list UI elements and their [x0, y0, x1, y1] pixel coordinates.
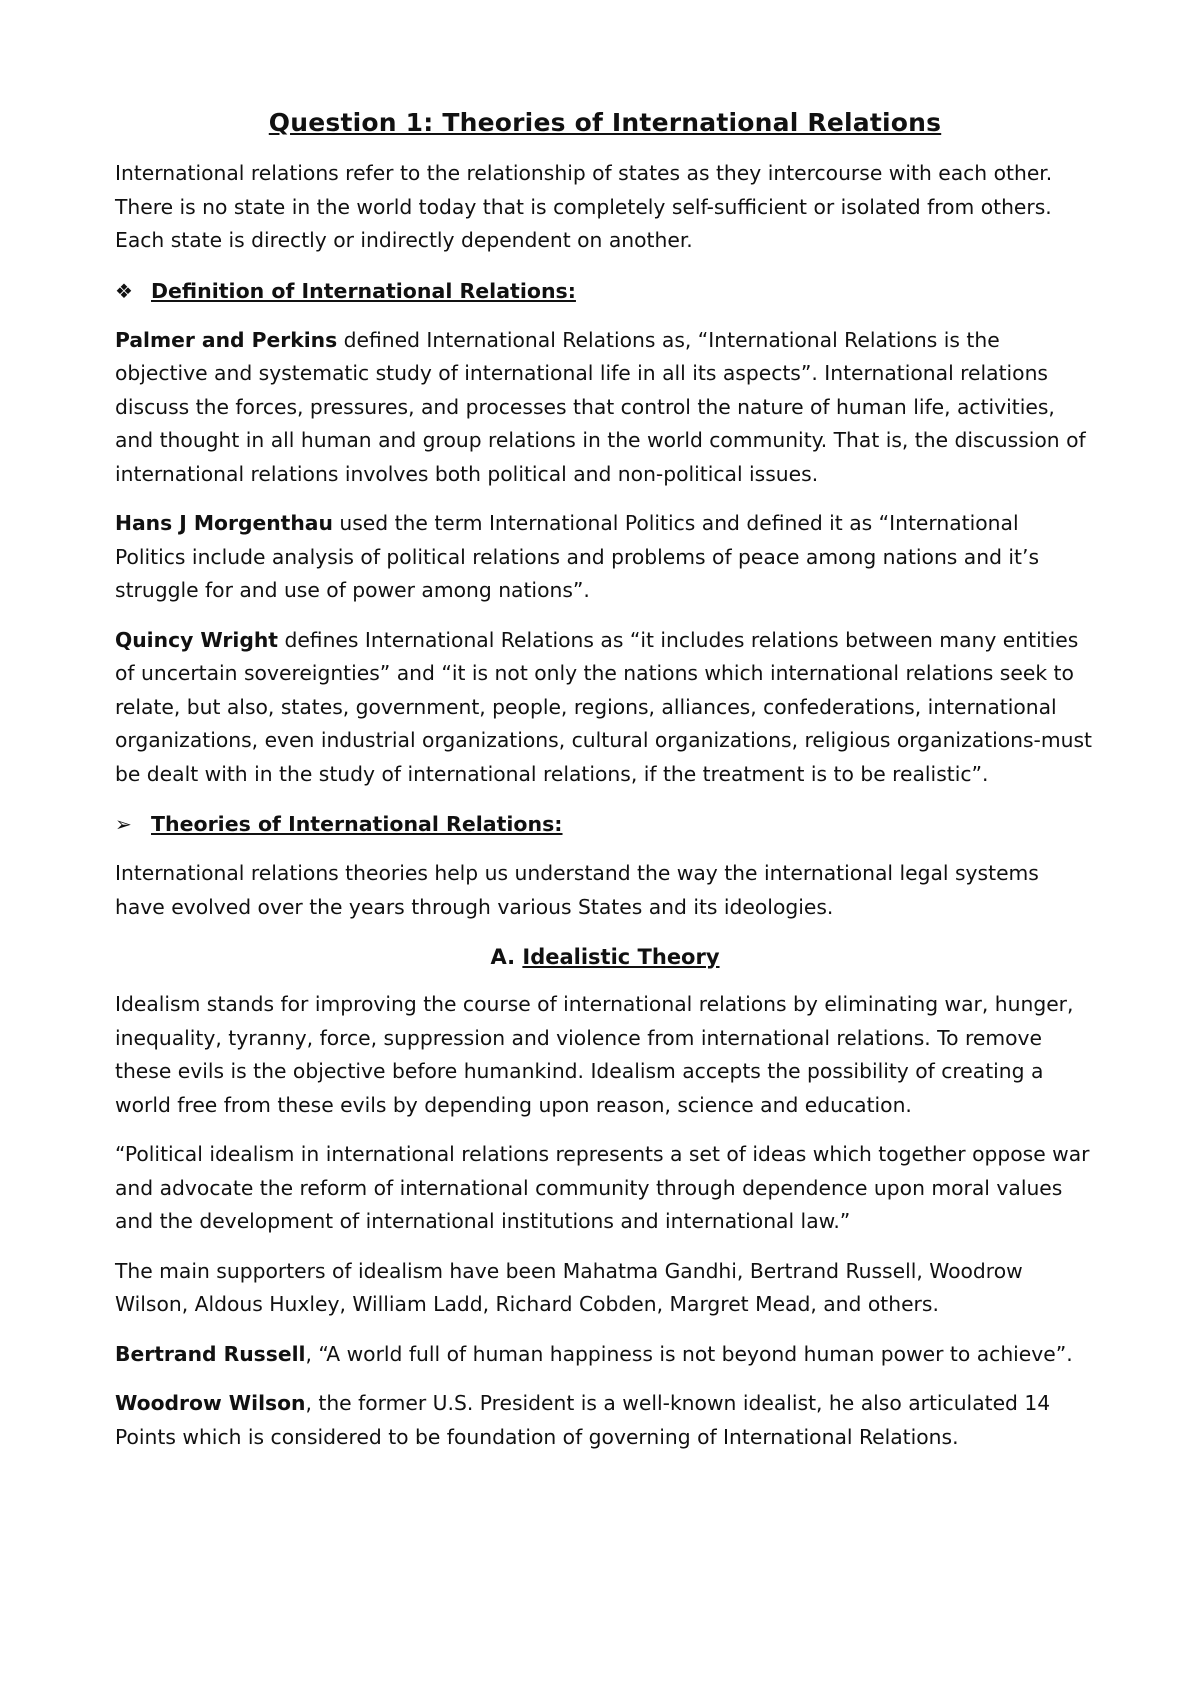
idealism-supporters-paragraph: The main supporters of idealism have been Mahatma Gandhi, Bertrand Russell, Woodrow Wilson, Aldous Huxley, William Ladd, Richard Cobden, Margret Mead, and others. [115, 1258, 1023, 1316]
theories-intro-paragraph: International relations theories help us understand the way the international legal systems have evolved over the years through various States and its ideologies. [115, 861, 1039, 919]
document-page [115, 108, 1095, 1470]
definition-text: used the term International Politics and defined it as “International Politics include analysis of political relations and problems of peace among nations and it’s struggle for and use of power among nations”. [115, 511, 1040, 602]
subsection-heading-idealistic [115, 940, 1095, 974]
quote-text: , “A world full of human happiness is not beyond human power to achieve”. [305, 1341, 1073, 1366]
definition-text: defines International Relations as “it includes relations between many entities of uncertain sovereignties” and “it is not only the nations which international relations seek to relate, but also, states, government, people, regions, alliances, confederations, international organizations, even industrial organizations, cultural organizations, religious organizations-must be dealt with in the study of international relations, if the treatment is to be realistic”. [115, 627, 1093, 786]
definition-text: defined International Relations as, “International Relations is the objective and systematic study of international life in all its aspects”. International relations discuss the forces, pressures, and processes that control the nature of human life, activities, and thought in all human and group relations in the world community. That is, the discussion of international relations involves both political and non-political issues. [115, 327, 1086, 486]
page-title: Question 1: Theories of International Relations [268, 108, 942, 137]
section-heading-theories [115, 807, 1095, 841]
diamond-bullet-icon: ❖ [115, 278, 133, 303]
author-name: Hans J Morgenthau [115, 511, 333, 535]
idealism-quote-paragraph: “Political idealism in international relations represents a set of ideas which together oppose war and advocate the reform of international community through dependence upon moral values and the development of international institutions and international law.” [115, 1142, 1090, 1233]
author-name: Bertrand Russell [115, 1341, 306, 1366]
quote-text: , the former U.S. President is a well-known idealist, he also articulated 14 Points which is considered to be foundation of governing of International Relations. [115, 1391, 1051, 1449]
section-heading-text: Theories of International Relations: [151, 812, 563, 836]
section-heading-text: Definition of International Relations: [151, 278, 576, 303]
subsection-title: Idealistic Theory [522, 945, 720, 969]
idealism-paragraph-1: Idealism stands for improving the course of international relations by eliminating war, hunger, inequality, tyranny, force, suppression and violence from international relations. To remove these evils is the objective before humankind. Idealism accepts the possibility of creating a world free from these evils by depending upon reason, science and education. [115, 992, 1074, 1117]
intro-paragraph: International relations refer to the relationship of states as they intercourse with each other. There is no state in the world today that is completely self-sufficient or isolated from others. Each state is directly or indirectly dependent on another. [115, 161, 1053, 252]
definition-paragraph-wright [115, 624, 1095, 792]
quote-paragraph-russell [115, 1338, 1095, 1372]
definition-paragraph-palmer [115, 324, 1095, 492]
author-name: Palmer and Perkins [115, 327, 338, 352]
subsection-letter: A. [490, 945, 516, 969]
section-heading-definition [115, 274, 1095, 308]
arrow-bullet-icon: ➢ [115, 812, 132, 836]
author-name: Quincy Wright [115, 627, 278, 652]
quote-paragraph-wilson [115, 1387, 1095, 1454]
definition-paragraph-morgenthau [115, 507, 1095, 608]
author-name: Woodrow Wilson [115, 1391, 306, 1415]
